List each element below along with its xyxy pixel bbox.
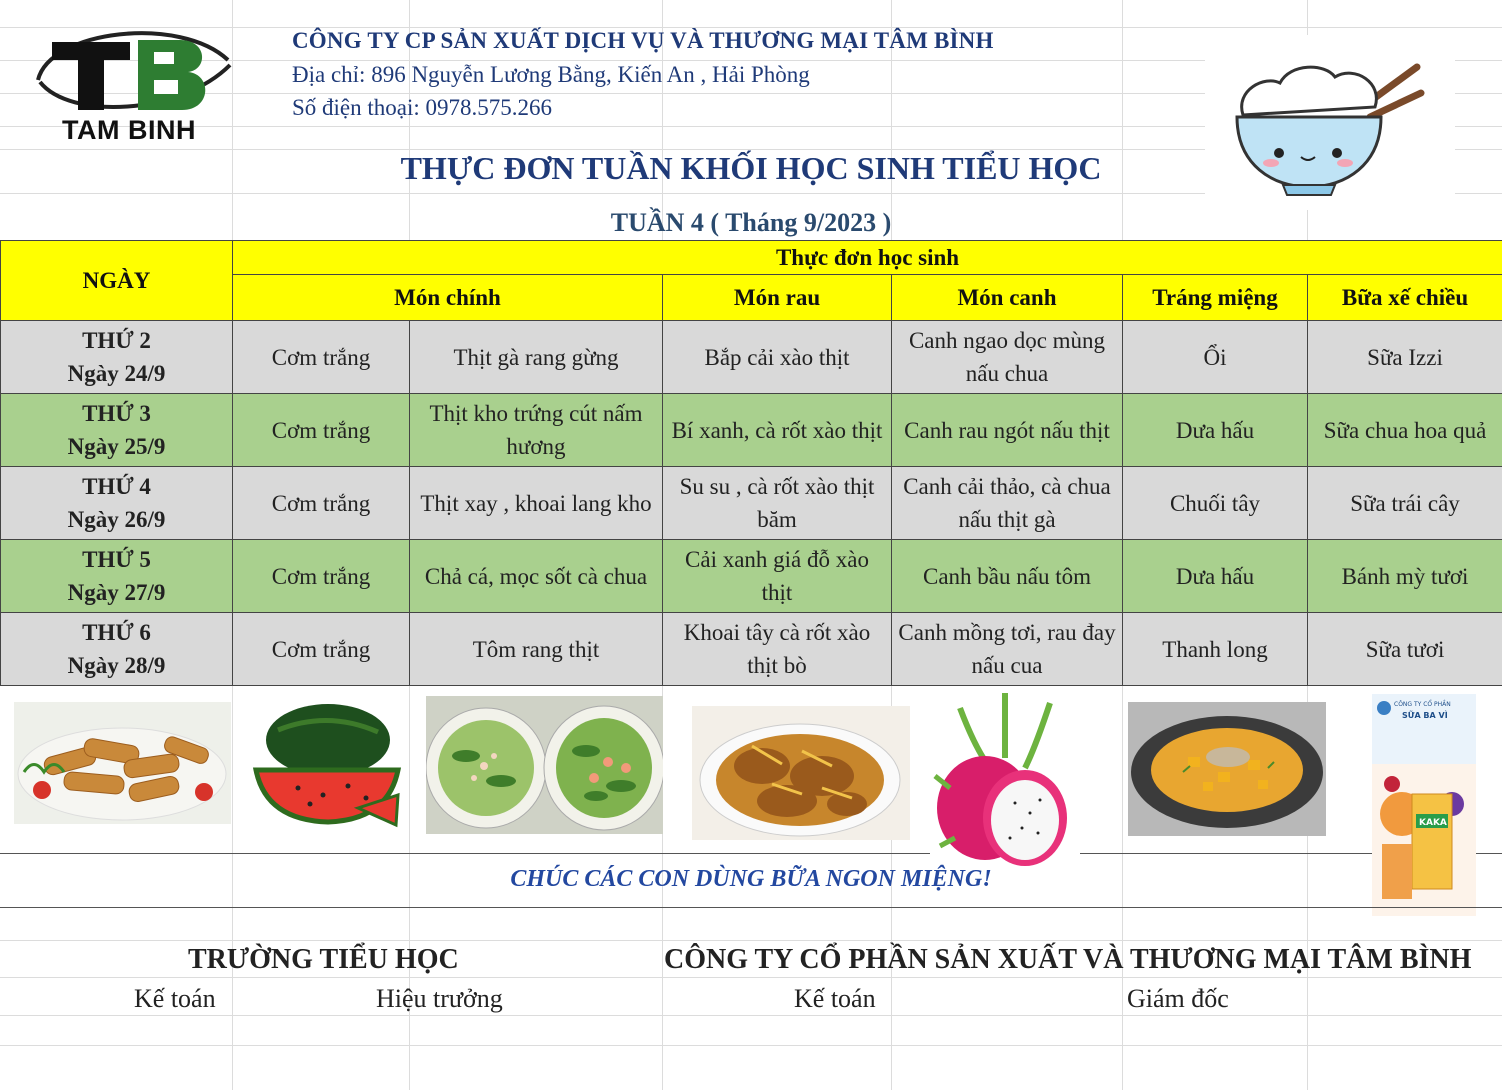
day-cell: THỨ 5 Ngày 27/9 bbox=[1, 540, 233, 613]
menu-subtitle: TUẦN 4 ( Tháng 9/2023 ) bbox=[610, 208, 892, 237]
rice-cell: Cơm trắng bbox=[233, 467, 410, 540]
table-row bbox=[1, 467, 1502, 540]
main-dish-cell: Chả cá, mọc sốt cà chua bbox=[410, 540, 663, 613]
col-header-soup: Món canh bbox=[892, 275, 1123, 321]
menu-table bbox=[0, 240, 1502, 686]
soup-cell: Canh cải thảo, cà chua nấu thịt gà bbox=[892, 467, 1123, 540]
food-photos-row bbox=[0, 686, 1502, 854]
snack-cell: Sữa Izzi bbox=[1308, 321, 1502, 394]
svg-text:SỮA BA VÌ: SỮA BA VÌ bbox=[1402, 711, 1448, 720]
director-label: Giám đốc bbox=[1127, 984, 1229, 1013]
table-row bbox=[1, 613, 1502, 686]
fried-fish-photo bbox=[14, 702, 231, 824]
svg-text:CÔNG TY CỔ PHẦN: CÔNG TY CỔ PHẦN bbox=[1394, 701, 1451, 708]
rice-cell: Cơm trắng bbox=[233, 394, 410, 467]
watermelon-photo bbox=[248, 700, 406, 835]
svg-text:KAKA: KAKA bbox=[1419, 818, 1447, 828]
table-row bbox=[1, 394, 1502, 467]
company-name: CÔNG TY CP SẢN XUẤT DỊCH VỤ VÀ THƯƠNG MẠI TÂM BÌNH bbox=[292, 28, 994, 53]
veg-cell: Bắp cải xào thịt bbox=[663, 321, 892, 394]
principal-label: Hiệu trưởng bbox=[376, 984, 503, 1013]
veg-cell: Su su , cà rốt xào thịt băm bbox=[663, 467, 892, 540]
table-row bbox=[1, 321, 1502, 394]
main-dish-cell: Thịt xay , khoai lang kho bbox=[410, 467, 663, 540]
company-phone: Số điện thoại: 0978.575.266 bbox=[292, 95, 553, 120]
ginger-chicken-photo bbox=[692, 706, 910, 840]
stir-fried-greens-photo bbox=[426, 696, 663, 834]
blessing-text: CHÚC CÁC CON DÙNG BỮA NGON MIỆNG! bbox=[510, 866, 992, 892]
dessert-cell: Dưa hấu bbox=[1123, 540, 1308, 613]
col-header-dessert: Tráng miệng bbox=[1123, 275, 1308, 321]
school-accountant-label: Kế toán bbox=[134, 984, 216, 1013]
pumpkin-soup-photo bbox=[1128, 702, 1326, 836]
table-row bbox=[1, 540, 1502, 613]
day-cell: THỨ 4 Ngày 26/9 bbox=[1, 467, 233, 540]
main-dish-cell: Thịt kho trứng cút nấm hương bbox=[410, 394, 663, 467]
soup-cell: Canh rau ngót nấu thịt bbox=[892, 394, 1123, 467]
menu-title: THỰC ĐƠN TUẦN KHỐI HỌC SINH TIỂU HỌC bbox=[400, 150, 1102, 186]
soup-cell: Canh bầu nấu tôm bbox=[892, 540, 1123, 613]
dessert-cell: Ổi bbox=[1123, 321, 1308, 394]
dessert-cell: Thanh long bbox=[1123, 613, 1308, 686]
dessert-cell: Dưa hấu bbox=[1123, 394, 1308, 467]
day-cell: THỨ 6 Ngày 28/9 bbox=[1, 613, 233, 686]
snack-cell: Sữa trái cây bbox=[1308, 467, 1502, 540]
snack-cell: Sữa chua hoa quả bbox=[1308, 394, 1502, 467]
snack-cell: Bánh mỳ tươi bbox=[1308, 540, 1502, 613]
company-address: Địa chỉ: 896 Nguyễn Lương Bằng, Kiến An , Hải Phòng bbox=[292, 62, 810, 87]
dragon-fruit-photo bbox=[930, 688, 1080, 878]
main-dish-cell: Thịt gà rang gừng bbox=[410, 321, 663, 394]
col-header-veg: Món rau bbox=[663, 275, 892, 321]
col-header-snack: Bữa xế chiều bbox=[1308, 275, 1502, 321]
school-signature-title: TRƯỜNG TIỂU HỌC bbox=[188, 944, 459, 975]
day-cell: THỨ 3 Ngày 25/9 bbox=[1, 394, 233, 467]
veg-cell: Bí xanh, cà rốt xào thịt bbox=[663, 394, 892, 467]
rice-cell: Cơm trắng bbox=[233, 321, 410, 394]
rice-cell: Cơm trắng bbox=[233, 540, 410, 613]
dessert-cell: Chuối tây bbox=[1123, 467, 1308, 540]
group-header: Thực đơn học sinh bbox=[233, 241, 1502, 275]
main-dish-cell: Tôm rang thịt bbox=[410, 613, 663, 686]
company-accountant-label: Kế toán bbox=[794, 984, 876, 1013]
snack-cell: Sữa tươi bbox=[1308, 613, 1502, 686]
day-header: NGÀY bbox=[1, 241, 233, 321]
day-cell: THỨ 2 Ngày 24/9 bbox=[1, 321, 233, 394]
logo-text: TAM BINH bbox=[62, 115, 196, 145]
rice-cell: Cơm trắng bbox=[233, 613, 410, 686]
veg-cell: Cải xanh giá đỗ xào thịt bbox=[663, 540, 892, 613]
company-logo bbox=[30, 20, 235, 150]
company-signature-title: CÔNG TY CỔ PHẦN SẢN XUẤT VÀ THƯƠNG MẠI TÂM BÌNH bbox=[664, 944, 1472, 975]
veg-cell: Khoai tây cà rốt xào thịt bò bbox=[663, 613, 892, 686]
soup-cell: Canh ngao dọc mùng nấu chua bbox=[892, 321, 1123, 394]
soup-cell: Canh mồng tơi, rau đay nấu cua bbox=[892, 613, 1123, 686]
col-header-main: Món chính bbox=[233, 275, 663, 321]
